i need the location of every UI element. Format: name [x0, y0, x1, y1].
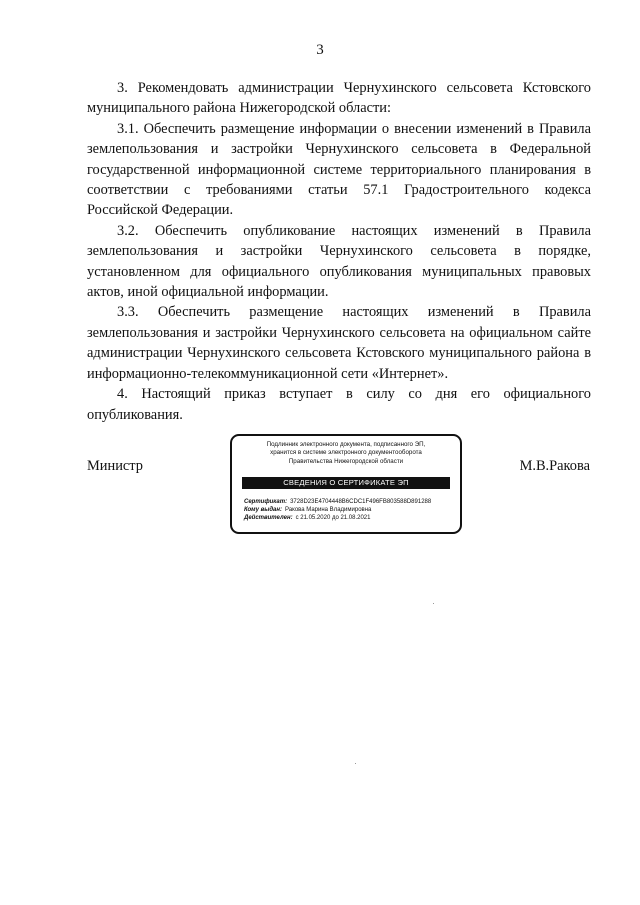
signer-title: Министр	[87, 458, 143, 474]
scan-speck	[355, 763, 356, 764]
valid-row	[244, 514, 431, 522]
scan-speck	[433, 603, 434, 604]
paragraph-3-2: 3.2. Обеспечить опубликование настоящих изменений в Правила землепользования и застройки Чернухинского сельсовета в порядке, установленном для официального опубликования муниципальных правовых актов, иной официальной информации.	[87, 222, 591, 301]
stamp-caption	[232, 441, 460, 466]
paragraph-3-3: 3.3. Обеспечить размещение настоящих изменений в Правила землепользования и застройки Чернухинского сельсовета на официальном сайте администрации Чернухинского сельсовета Кстовского муниципального района в информационно-телекоммуникационной сети «Интернет».	[87, 304, 591, 382]
document-body	[87, 78, 591, 425]
paragraph-3-1: 3.1. Обеспечить размещение информации о внесении изменений в Правила землепользования и застройки Чернухинского сельсовета в Федеральной государственной информационной системе территориального планирования в соответствии с требованиями статьи 57.1 Градостроительного кодекса Российской Федерации.	[87, 120, 591, 219]
signer-name: М.В.Ракова	[519, 458, 590, 474]
stamp-details	[244, 498, 431, 523]
issued-to-label: Кому выдан:	[244, 507, 282, 514]
stamp-caption-line: Правительства Нижегородской области	[288, 457, 404, 465]
e-signature-stamp	[230, 434, 462, 534]
issued-to-value: Ракова Марина Владимировна	[284, 507, 372, 514]
stamp-caption-line: хранится в системе электронного документооборота	[270, 449, 422, 457]
issued-to-row	[244, 506, 431, 514]
certificate-row	[244, 498, 431, 506]
valid-value: с 21.05.2020 до 21.08.2021	[295, 515, 371, 522]
page-number: 3	[316, 42, 324, 58]
certificate-value: 3728D23E4704448B6CDC1F496FB803588D891288	[290, 499, 432, 505]
stamp-header: СВЕДЕНИЯ О СЕРТИФИКАТЕ ЭП	[242, 477, 450, 489]
certificate-label: Сертификат:	[244, 499, 288, 505]
paragraph-3: 3. Рекомендовать администрации Чернухинского сельсовета Кстовского муниципального района Нижегородской области:	[87, 80, 591, 117]
stamp-caption-line: Подлинник электронного документа, подписанного ЭП,	[266, 441, 426, 448]
paragraph-4: 4. Настоящий приказ вступает в силу со дня его официального опубликования.	[87, 386, 591, 423]
valid-label: Действителен:	[244, 515, 293, 522]
